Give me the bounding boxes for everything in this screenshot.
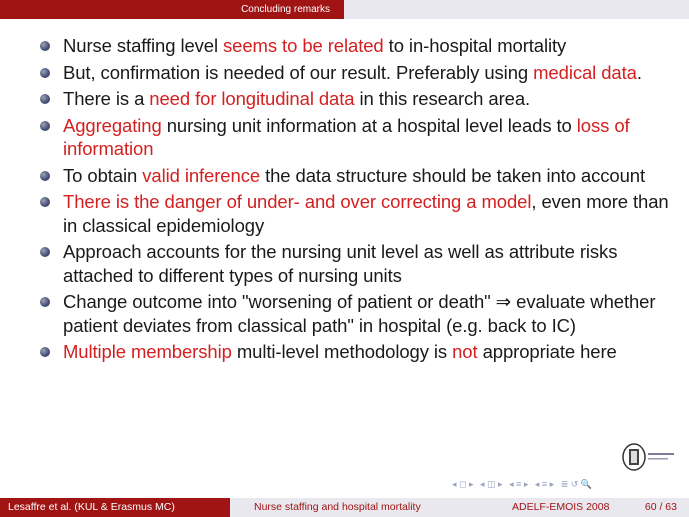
emphasis-text: not (452, 341, 478, 362)
footer-bar (0, 498, 689, 517)
bullet-icon (40, 94, 50, 104)
bullet-item (40, 61, 680, 85)
bullet-text: Approach accounts for the nursing unit level as well as attribute risks attached to different types of nursing units (63, 241, 618, 286)
bullet-icon (40, 41, 50, 51)
nav-search-icon[interactable]: ≣ ↺ 🔍 (560, 479, 593, 489)
bullet-item (40, 190, 680, 237)
emphasis-text: loss of information (63, 114, 630, 159)
bullet-text: in this research area. (354, 88, 531, 109)
bullet-icon (40, 121, 50, 131)
bullet-item (40, 290, 680, 337)
emphasis-text: medical data (533, 61, 637, 83)
bullet-text: , even more than in classical epidemiology (63, 191, 669, 236)
emphasis-text: There is the danger of under- and over correcting a model (63, 191, 532, 212)
bullet-text: To obtain (63, 164, 143, 186)
slide-title: Concluding remarks (241, 4, 330, 15)
nav-subsection-icon[interactable]: ◂ ≡ ▸ (534, 479, 555, 489)
bullet-text: appropriate here (477, 341, 617, 362)
bullet-text: . (636, 61, 642, 83)
bullet-item (40, 240, 680, 287)
university-seal-icon (621, 442, 647, 472)
bullet-item (40, 114, 680, 161)
emphasis-text: valid inference (142, 164, 261, 186)
bullet-list (40, 34, 680, 364)
header-bar (0, 0, 689, 19)
bullet-item (40, 340, 680, 364)
bullet-text: multi-level methodology is (231, 341, 453, 362)
bullet-icon (40, 347, 50, 357)
nav-prev-section-icon[interactable]: ◂ ≡ ▸ (509, 479, 529, 489)
page-number: 60 / 63 (644, 501, 677, 513)
bullet-item (40, 34, 680, 58)
bullet-text: nursing unit information at a hospital level leads to (161, 114, 577, 136)
bullet-text: Change outcome into "worsening of patient or death" ⇒ evaluate whether patient deviates from classical path" in hospital (e.g. back to IC) (63, 291, 656, 336)
bullet-text: But, confirmation is needed of our result. Preferably using (63, 61, 534, 83)
emphasis-text: Aggregating (63, 114, 162, 136)
bullet-item (40, 87, 680, 111)
bullet-icon (40, 197, 50, 207)
beamer-navigation (452, 479, 596, 491)
footer-event: ADELF-EMOIS 2008 (512, 501, 610, 513)
nav-prev-subsection-icon[interactable]: ◂ ◫ ▸ (480, 479, 503, 489)
emphasis-text: Multiple membership (63, 341, 232, 362)
bullet-icon (40, 297, 50, 307)
footer-talk-title: Nurse staffing and hospital mortality (230, 498, 460, 517)
university-logo-mark-icon (648, 450, 676, 464)
nav-prev-frame-icon[interactable]: ◂ ◻ ▸ (452, 479, 474, 489)
bullet-icon (40, 247, 50, 257)
bullet-text: There is a (63, 88, 150, 109)
bullet-item (40, 164, 680, 188)
bullet-text: the data structure should be taken into account (260, 164, 646, 186)
bullet-text: to in-hospital mortality (383, 35, 567, 56)
bullet-icon (40, 171, 50, 181)
emphasis-text: seems to be related (223, 35, 384, 56)
bullet-icon (40, 68, 50, 78)
bullet-text: Nurse staffing level (63, 35, 224, 56)
slide-content (40, 34, 680, 367)
footer-right (460, 498, 689, 517)
footer-authors: Lesaffre et al. (KUL & Erasmus MC) (0, 498, 230, 517)
emphasis-text: need for longitudinal data (149, 88, 355, 109)
